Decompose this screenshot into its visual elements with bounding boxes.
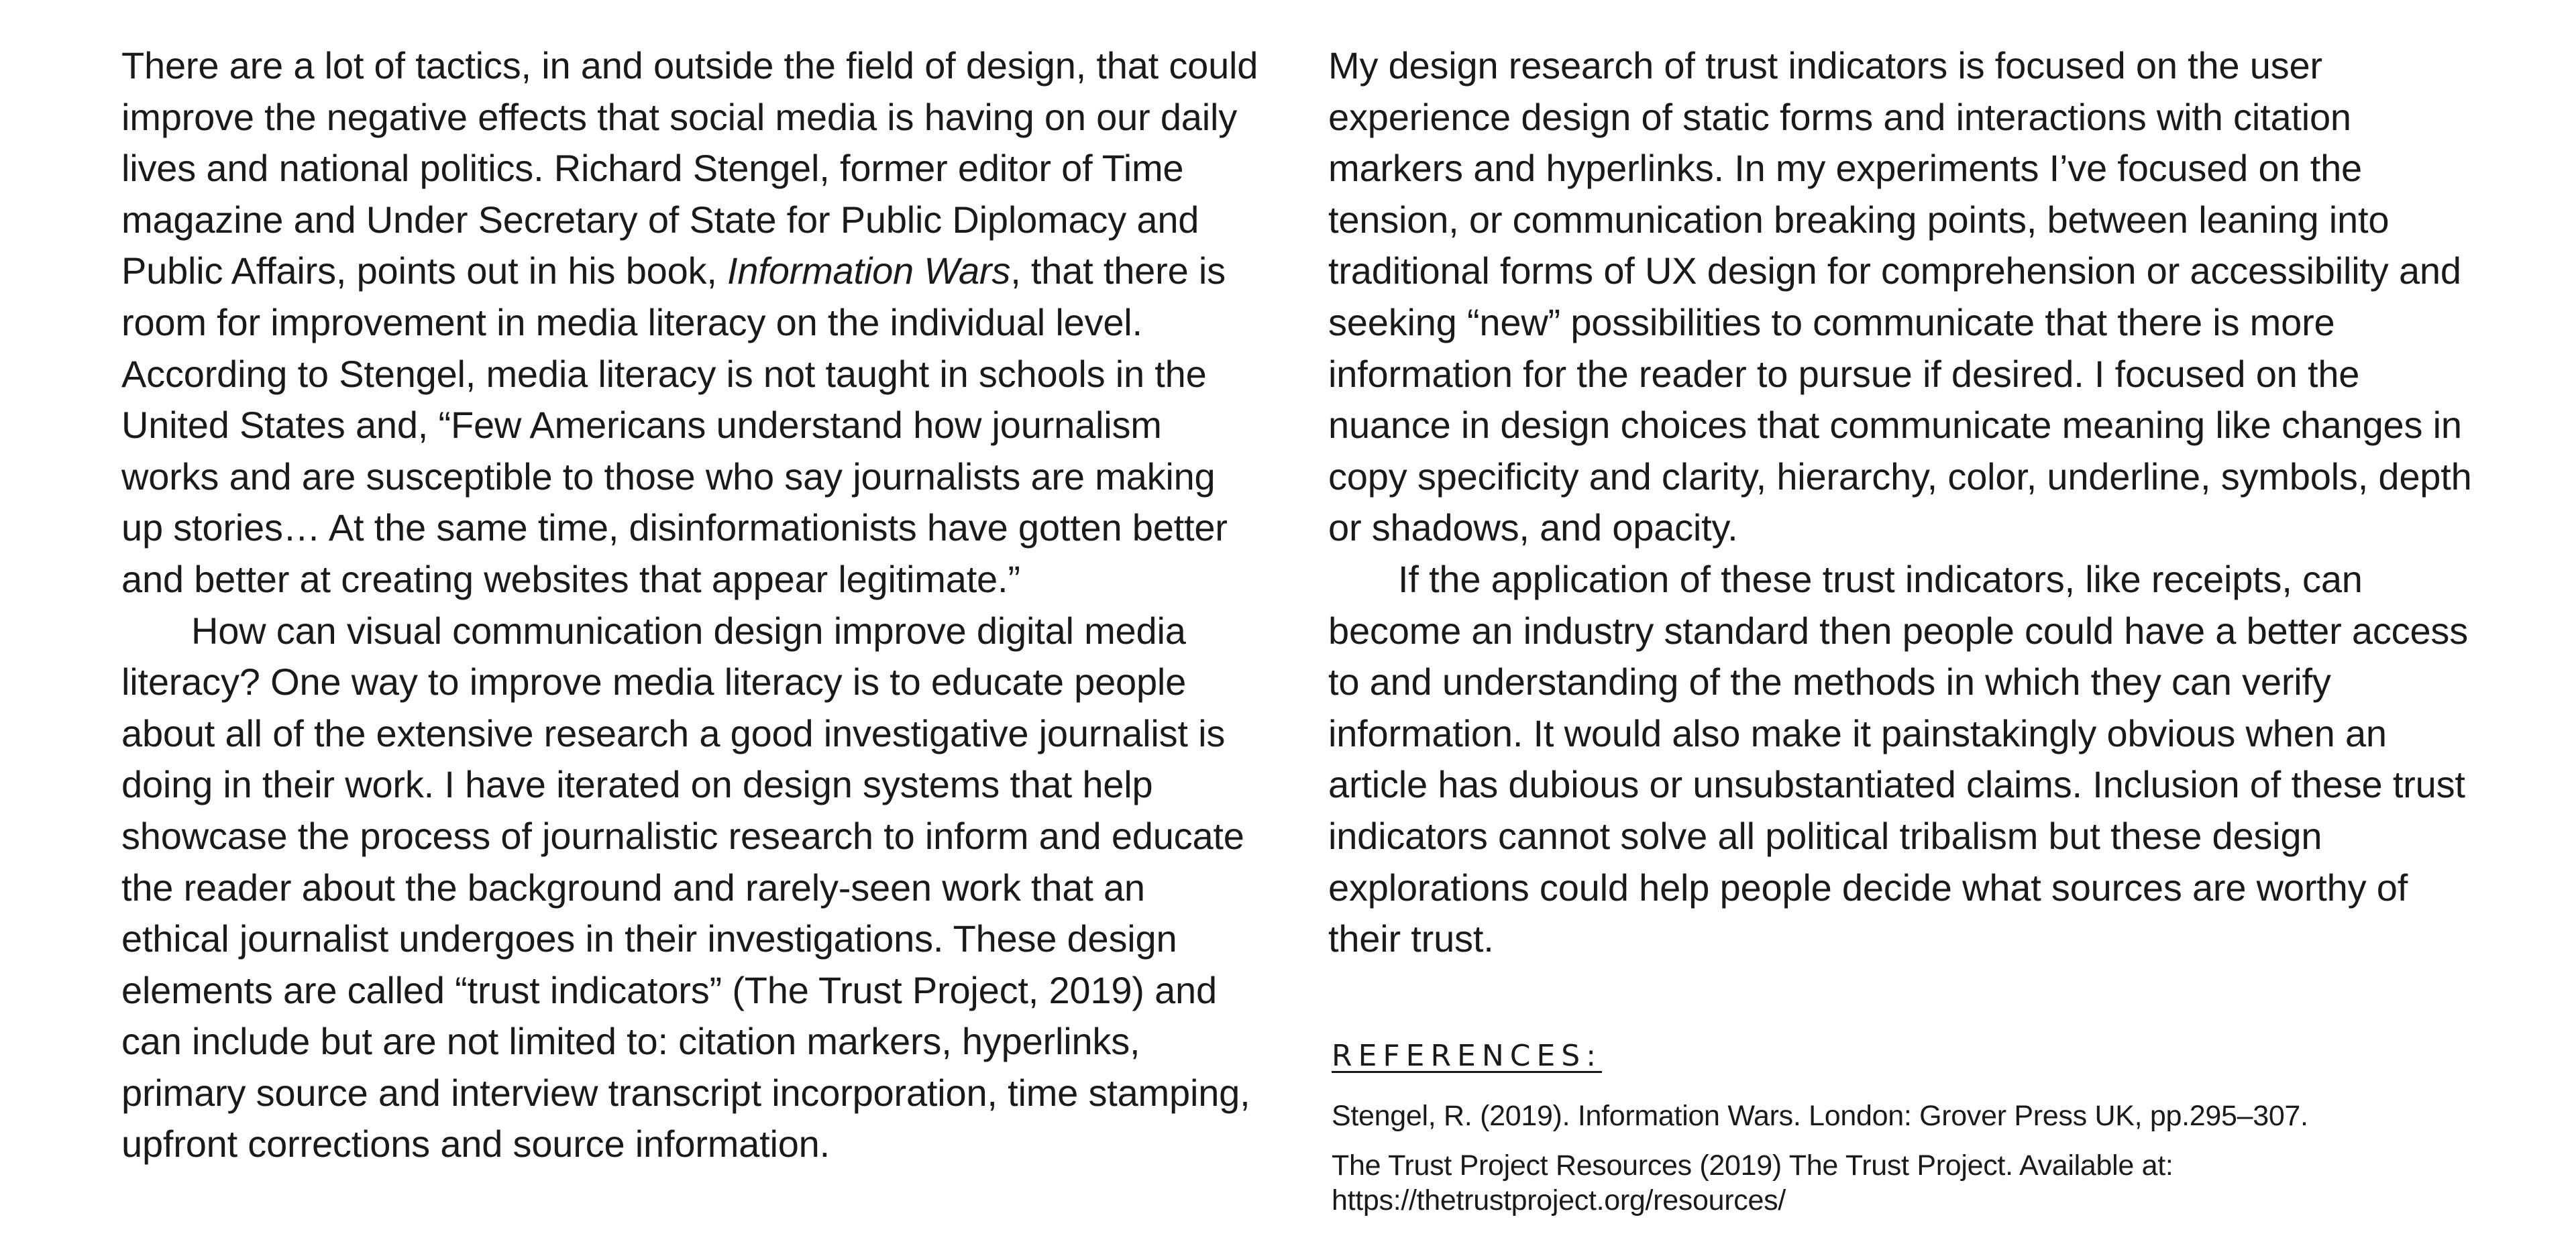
book-title-italic: Information Wars [727, 249, 1011, 292]
right-column [1328, 40, 2482, 965]
left-paragraph-2: How can visual communication design improve digital media literacy? One way to improve media literacy is to educate people about all of the extensive research a good investigative journalist is doing in their work. I have iterated on design systems that help showcase the process of journalistic research to inform and educate the reader about the background and rarely-seen work that an ethical journalist undergoes in their investigations. These design elements are called “trust indicators” (The Trust Project, 2019) and can include but are not limited to: citation markers, hyperlinks, primary source and interview transcript incorporation, time stamping, upfront corrections and source information. [121, 609, 1250, 1166]
reference-item-stengel: Stengel, R. (2019). Information Wars. London: Grover Press UK, pp.295–307. [1332, 1100, 2308, 1132]
left-column [121, 40, 1262, 1170]
left-paragraph-1-text-a: There are a lot of tactics, in and outside the field of design, that could improve the negative effects that social media is having on our daily lives and national politics. Richard Stengel, former editor of Time magazine and Under Secretary of State for Public Diplomacy and Public Affairs, points out in his book, [121, 44, 1258, 292]
left-paragraph-1-text-b: , that there is room for improvement in media literacy on the individual level. According to Stengel, media literacy is not taught in schools in the United States and, “Few Americans understand how journalism works and are susceptible to those who say journalists are making up stories… At the same time, disinformationists have gotten better and better at creating websites that appear legitimate.” [121, 249, 1228, 600]
right-paragraph-1: My design research of trust indicators is focused on the user experience design of static forms and interactions with citation markers and hyperlinks. In my experiments I’ve focused on the tension, or communication breaking points, between leaning into traditional forms of UX design for comprehension or accessibility and seeking “new” possibilities to communicate that there is more information for the reader to pursue if desired. I focused on the nuance in design choices that communicate meaning like changes in copy specificity and clarity, hierarchy, color, underline, symbols, depth or shadows, and opacity. [1328, 44, 2472, 549]
references-heading: REFERENCES: [1332, 1039, 1603, 1073]
reference-item-trust-project: The Trust Project Resources (2019) The Trust Project. Available at: https://thetrustproject.org/resources/ [1332, 1149, 2174, 1216]
left-paragraph-1 [121, 40, 1262, 606]
references-section [1332, 1033, 2472, 1233]
right-paragraph-2: If the application of these trust indicators, like receipts, can become an industry standard then people could have a better access to and understanding of the methods in which they can verify information. It would also make it painstakingly obvious when an article has dubious or unsubstantiated claims. Inclusion of these trust indicators cannot solve all political tribalism but these design explorations could help people decide what sources are worthy of their trust. [1328, 557, 2469, 960]
